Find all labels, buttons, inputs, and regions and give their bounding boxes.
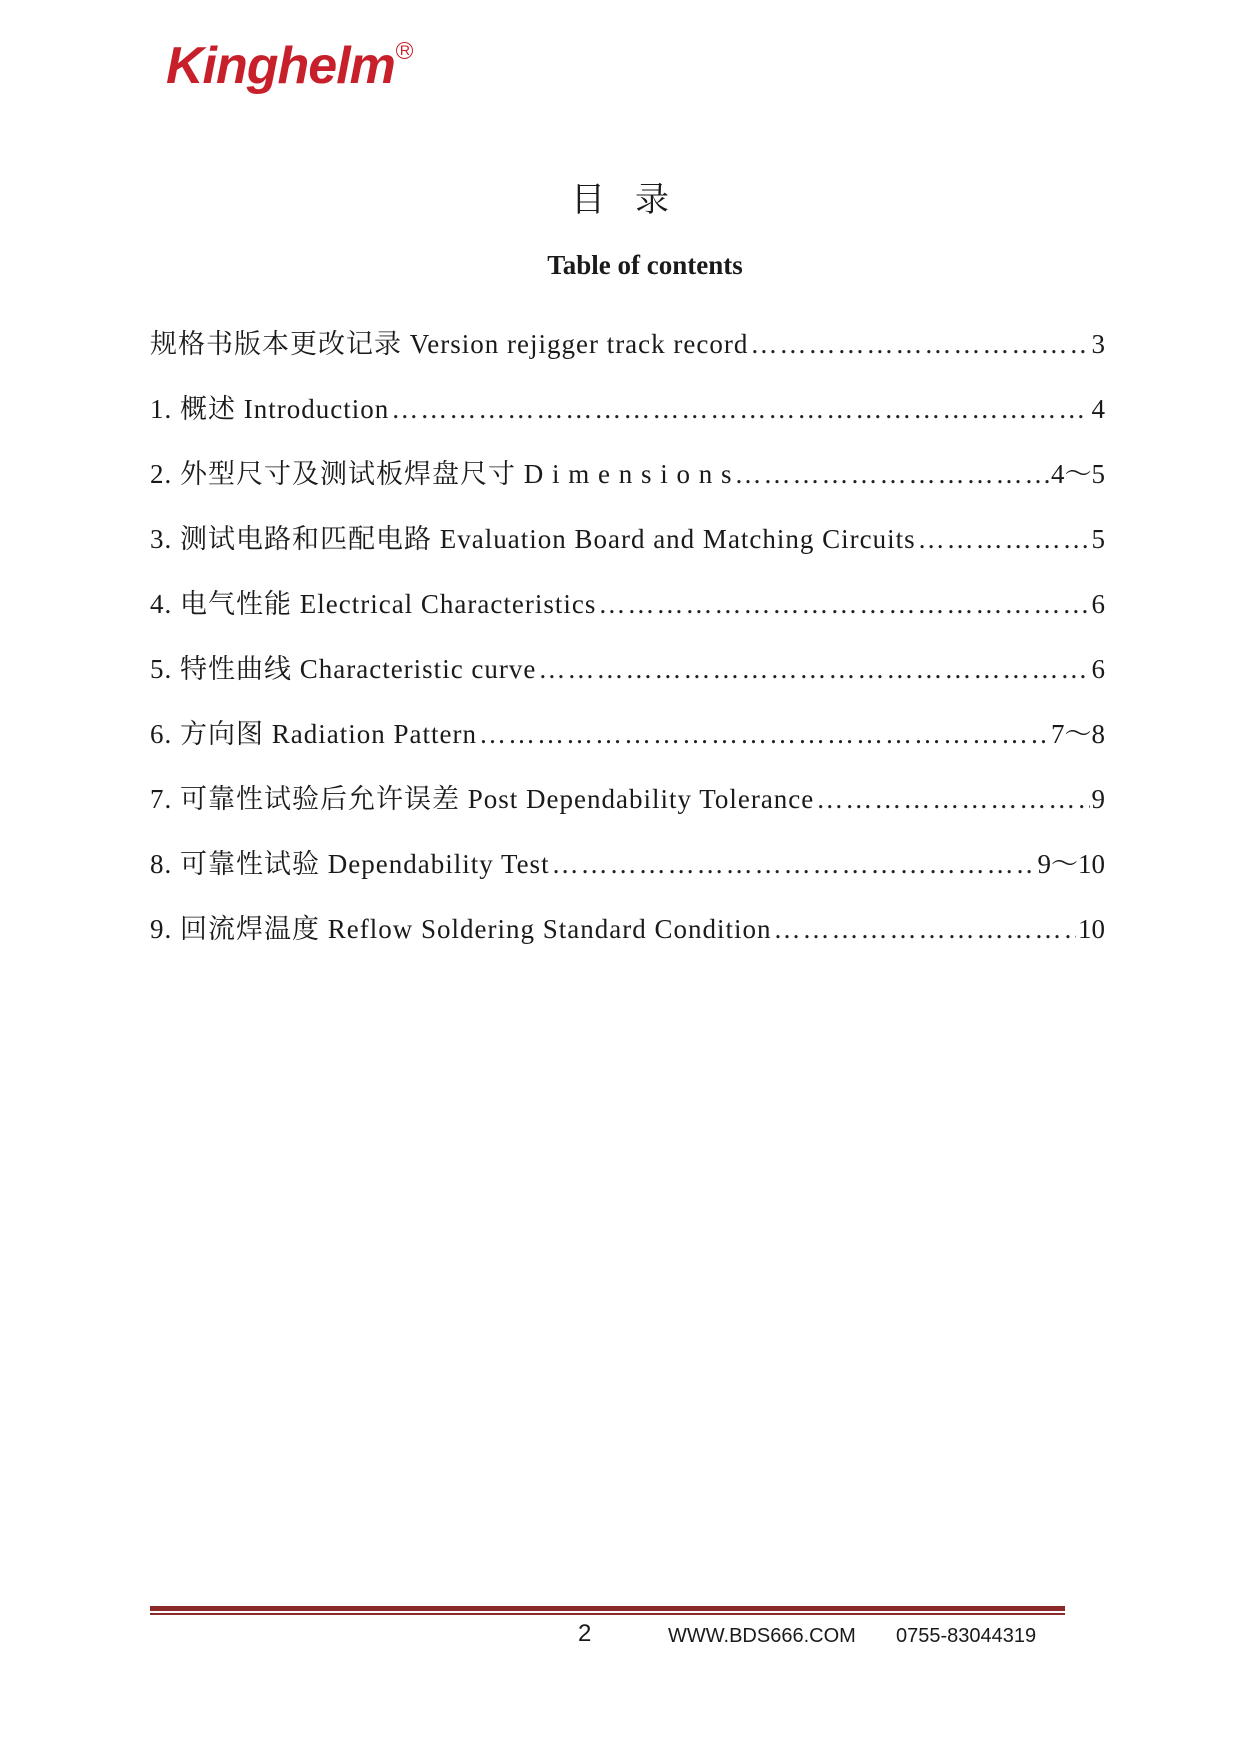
toc-entry-page: 9～10 — [1037, 849, 1105, 879]
toc-entry-page: 6 — [1091, 589, 1105, 619]
toc-leader-dots — [552, 849, 1036, 880]
toc-leader-dots — [538, 654, 1089, 685]
toc-leader-dots — [479, 719, 1049, 750]
page-title-en: Table of contents — [547, 250, 743, 280]
toc-entry-label: 1. 概述 Introduction — [150, 394, 390, 424]
toc-entry-page: 7～8 — [1051, 719, 1105, 749]
toc-entry-page: 4 — [1091, 394, 1105, 424]
toc-leader-dots — [750, 329, 1089, 360]
toc-entry-page: 3 — [1091, 329, 1105, 359]
toc-leader-dots — [391, 394, 1089, 425]
table-of-contents — [150, 322, 1105, 972]
toc-entry-page: 10 — [1078, 914, 1105, 944]
registered-mark: R — [396, 42, 413, 59]
footer-phone: 0755-83044319 — [896, 1625, 1037, 1647]
toc-entry[interactable] — [150, 517, 1105, 582]
logo-text: Kinghelm — [166, 37, 395, 95]
toc-entry-label: 8. 可靠性试验 Dependability Test — [150, 849, 550, 879]
toc-entry[interactable] — [150, 387, 1105, 452]
toc-entry-label: 规格书版本更改记录 Version rejigger track record — [150, 329, 749, 359]
toc-entry[interactable] — [150, 712, 1105, 777]
footer-rule — [150, 1606, 1065, 1611]
page-title-cn: 目录 — [571, 180, 699, 220]
toc-entry[interactable] — [150, 322, 1105, 387]
toc-entry-label: 4. 电气性能 Electrical Characteristics — [150, 589, 597, 619]
toc-entry-label: 2. 外型尺寸及测试板焊盘尺寸 D i m e n s i o n s — [150, 459, 733, 489]
toc-entry[interactable] — [150, 777, 1105, 842]
toc-entry[interactable] — [150, 452, 1105, 517]
toc-leader-dots — [773, 914, 1076, 945]
toc-entry-page: 4～5 — [1051, 459, 1105, 489]
toc-leader-dots — [918, 524, 1090, 555]
toc-entry-page: 5 — [1091, 524, 1105, 554]
toc-entry-label: 5. 特性曲线 Characteristic curve — [150, 654, 537, 684]
toc-entry[interactable] — [150, 907, 1105, 972]
toc-entry[interactable] — [150, 582, 1105, 647]
toc-entry-label: 3. 测试电路和匹配电路 Evaluation Board and Matching Circuits — [150, 524, 916, 554]
toc-entry-label: 9. 回流焊温度 Reflow Soldering Standard Condition — [150, 914, 772, 944]
toc-entry-page: 9 — [1091, 784, 1105, 814]
toc-entry[interactable] — [150, 842, 1105, 907]
toc-entry-label: 7. 可靠性试验后允许误差 Post Dependability Tolerance — [150, 784, 815, 814]
kinghelm-logo — [166, 36, 409, 96]
toc-entry[interactable] — [150, 647, 1105, 712]
toc-leader-dots — [598, 589, 1089, 620]
toc-leader-dots — [735, 459, 1049, 490]
toc-leader-dots — [816, 784, 1089, 815]
footer-rule-thin — [150, 1613, 1065, 1615]
toc-entry-page: 6 — [1091, 654, 1105, 684]
footer-website[interactable]: WWW.BDS666.COM — [668, 1625, 856, 1647]
page-number: 2 — [578, 1620, 592, 1647]
toc-entry-label: 6. 方向图 Radiation Pattern — [150, 719, 477, 749]
